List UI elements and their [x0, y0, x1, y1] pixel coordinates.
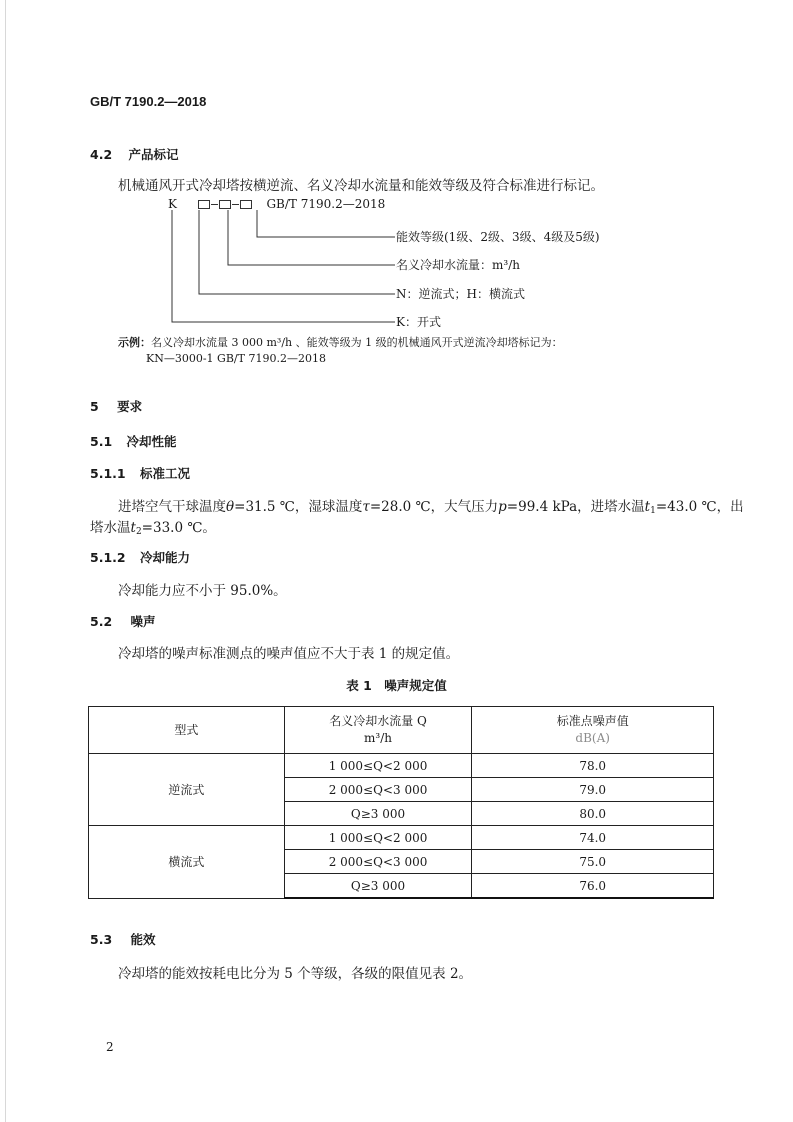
noise-value-cell: 76.0 — [472, 874, 714, 899]
flow-range-cell: Q≥3 000 — [284, 874, 472, 899]
symbol-tau: τ — [362, 499, 370, 515]
symbol-t1: t — [644, 499, 651, 515]
type-cell-counterflow: 逆流式 — [89, 754, 285, 826]
section-5-1-2-heading — [90, 548, 190, 566]
section-5-2-text: 冷却塔的噪声标准测点的噪声值应不大于表 1 的规定值。 — [118, 646, 460, 662]
section-5-1-1-paragraph-line1: 进塔空气干球温度θ=31.5 ℃，湿球温度τ=28.0 ℃，大气压力p=99.4 kPa，进塔水温$t_1=43.0$ ℃，出 — [118, 499, 744, 516]
example-line — [118, 334, 563, 350]
section-5-2-heading — [90, 612, 156, 630]
table-row — [89, 754, 714, 778]
leader-line-k — [172, 210, 395, 322]
section-title: 冷却能力 — [139, 550, 190, 565]
section-5-3-text: 冷却塔的能效按耗电比分为 5 个等级，各级的限值见表 2。 — [118, 966, 473, 982]
section-5-1-1-heading — [90, 464, 190, 482]
section-title: 冷却性能 — [126, 434, 177, 449]
section-number: 5.3 — [90, 932, 113, 947]
example-mark: KN—3000-1 GB/T 7190.2—2018 — [146, 352, 326, 365]
flow-range-cell: Q≥3 000 — [284, 802, 472, 826]
noise-table — [88, 706, 714, 899]
symbol-t2: t — [130, 520, 136, 536]
section-5-1-heading — [90, 432, 177, 450]
noise-value-cell: 78.0 — [472, 754, 714, 778]
marking-k: K — [168, 197, 177, 211]
table-1-caption: 表 1 噪声规定值 — [346, 678, 447, 693]
flow-range-cell: 2 000≤Q<3 000 — [284, 850, 472, 874]
type-cell-crossflow: 横流式 — [89, 826, 285, 899]
noise-value-cell: 80.0 — [472, 802, 714, 826]
flow-range-cell: 1 000≤Q<2 000 — [284, 754, 472, 778]
section-number: 5.1.1 — [90, 466, 126, 481]
section-number: 5.2 — [90, 614, 113, 629]
marking-label-grade: 能效等级(1级、2级、3级、4级及5级) — [396, 230, 600, 244]
noise-value-cell: 75.0 — [472, 850, 714, 874]
symbol-p: p — [498, 499, 507, 515]
standard-header: GB/T 7190.2—2018 — [90, 94, 207, 109]
noise-value-cell: 79.0 — [472, 778, 714, 802]
section-5-3-heading — [90, 930, 156, 948]
section-number: 5.1 — [90, 434, 113, 449]
section-title: 能效 — [130, 932, 156, 947]
section-5-heading — [90, 397, 142, 415]
table-row — [89, 826, 714, 850]
section-number: 5 — [90, 399, 99, 414]
section-4-2-intro: 机械通风开式冷却塔按横逆流、名义冷却水流量和能效等级及符合标准进行标记。 — [118, 178, 604, 194]
marking-label-flow: 名义冷却水流量：m³/h — [396, 258, 520, 272]
section-5-1-2-text: 冷却能力应不小于 95.0%。 — [118, 583, 287, 599]
leader-line-grade — [257, 210, 395, 237]
section-number: 4.2 — [90, 147, 113, 162]
section-title: 产品标记 — [128, 147, 179, 162]
example-label: 示例： — [118, 336, 151, 349]
marking-label-type: N：逆流式；H：横流式 — [396, 287, 525, 301]
table-header-row — [89, 707, 714, 754]
marking-label-open: K：开式 — [396, 315, 441, 329]
section-5-1-1-paragraph-line2: 塔水温$t_2=33.0$ ℃。 — [90, 520, 216, 537]
section-number: 5.1.2 — [90, 550, 126, 565]
header-noise: 标准点噪声值 dB(A) — [472, 707, 714, 754]
page-number: 2 — [106, 1040, 114, 1054]
noise-value-cell: 74.0 — [472, 826, 714, 850]
section-title: 噪声 — [130, 614, 156, 629]
header-type: 型式 — [89, 707, 285, 754]
section-title: 要求 — [117, 399, 143, 414]
flow-range-cell: 1 000≤Q<2 000 — [284, 826, 472, 850]
section-title: 标准工况 — [139, 466, 190, 481]
symbol-theta: θ — [226, 499, 235, 515]
header-flow: 名义冷却水流量 Q m³/h — [284, 707, 472, 754]
flow-range-cell: 2 000≤Q<3 000 — [284, 778, 472, 802]
marking-standard: GB/T 7190.2—2018 — [266, 197, 386, 211]
example-text: 名义冷却水流量 3 000 m³/h 、能效等级为 1 级的机械通风开式逆流冷却塔标记为： — [151, 336, 563, 349]
